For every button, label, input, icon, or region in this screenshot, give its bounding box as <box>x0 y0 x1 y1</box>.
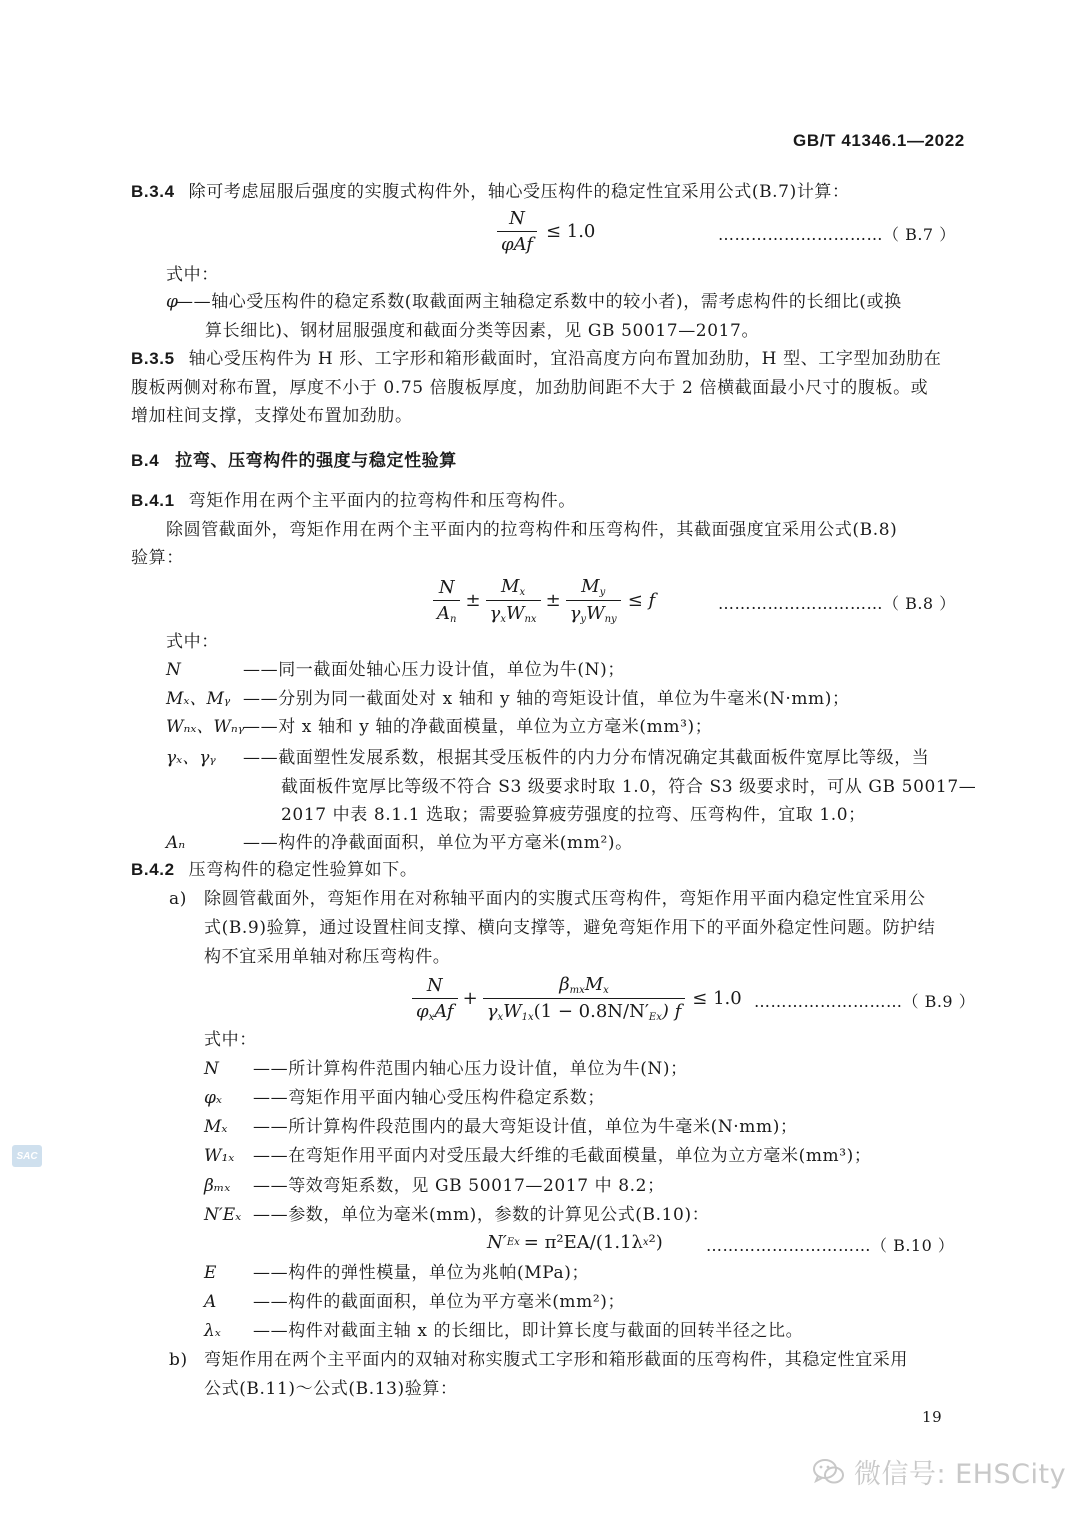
wechat-id: 微信号: EHSCity <box>854 1459 1067 1490</box>
eq8-mx: M <box>501 576 520 597</box>
where-label: 式中： <box>166 265 219 285</box>
def8-symbol-0: N <box>166 660 181 680</box>
clause-b35 <box>131 348 942 370</box>
def9-symbol-4: βₘₓ <box>204 1176 231 1196</box>
eq10-rhs: = π²EA/(1.1λ <box>523 1232 643 1253</box>
item-b-line2: 公式(B.11)～公式(B.13)验算： <box>204 1379 458 1399</box>
def9-text-2: ——所计算构件段范围内的最大弯矩设计值，单位为牛毫米(N·mm)； <box>253 1117 798 1137</box>
item-a-line1: 除圆管截面外，弯矩作用在对称轴平面内的实腹式压弯构件，弯矩作用平面内稳定性宜采用公 <box>204 889 926 909</box>
eq8-a-sub: n <box>450 613 457 625</box>
eq9-beta-sub: mx <box>569 985 585 996</box>
def8-text-1: ——分别为同一截面处对 x 轴和 y 轴的弯矩设计值，单位为牛毫米(N·mm)； <box>243 689 850 709</box>
eq8-pm1: ± <box>465 590 481 611</box>
item-a-line3: 构不宜采用单轴对称压弯构件。 <box>204 947 451 967</box>
equation-number-b8: …………………………（ B.8 ） <box>718 594 956 613</box>
def8-text-5: 2017 中表 8.1.1 选取；需要验算疲劳强度的拉弯、压弯构件，宜取 1.0； <box>281 805 866 825</box>
sac-logo: SAC <box>12 1145 42 1167</box>
section-number: B.4 <box>131 451 160 470</box>
equation-number-b7: …………………………（ B.7 ） <box>718 225 956 244</box>
def9-text-4: ——等效弯矩系数，见 GB 50017—2017 中 8.2； <box>253 1176 665 1196</box>
def10-text-0: ——构件的弹性模量，单位为兆帕(MPa)； <box>253 1263 590 1283</box>
def8-text-2: ——对 x 轴和 y 轴的净截面模量，单位为立方毫米(mm³)； <box>243 717 713 737</box>
def-phi-line2: 算长细比)、钢材屈服强度和截面分类等因素，见 GB 50017—2017。 <box>205 321 760 341</box>
eq8-gx: γ <box>489 603 501 624</box>
item-a-label: a) <box>169 889 187 909</box>
eq9-phi-sub: x <box>428 1011 435 1023</box>
def9-text-1: ——弯矩作用平面内轴心受压构件稳定系数； <box>253 1088 605 1108</box>
eq10-rhs-end: ²) <box>648 1232 663 1253</box>
eq8-wnx-sub: nx <box>524 614 537 625</box>
eq8-my: M <box>581 576 600 597</box>
wechat-watermark <box>812 1452 1066 1491</box>
eq9-n: N <box>426 974 443 996</box>
def8-symbol-2: Wₙₓ、Wₙᵧ <box>166 717 245 737</box>
def10-symbol-1: A <box>204 1292 217 1312</box>
def9-symbol-5: N′Eₓ <box>204 1205 242 1225</box>
def8-text-3: ——截面塑性发展系数，根据其受压板件的内力分布情况确定其截面板件宽厚比等级，当 <box>243 748 930 768</box>
eq7-numerator: N <box>509 208 525 229</box>
item-b-label: b) <box>169 1350 188 1370</box>
clause-number: B.4.2 <box>131 860 175 879</box>
clause-b35-line2: 腹板两侧对称布置，厚度不小于 0.75 倍腹板厚度，加劲肋间距不大于 2 倍横截面最小尺寸的腹板。或 <box>131 378 929 398</box>
def8-text-4: 截面板件宽厚比等级不符合 S3 级要求时取 1.0，符合 S3 级要求时，可从 GB 50017— <box>281 777 977 797</box>
clause-b41-p2: 验算： <box>131 548 184 568</box>
equation-b8 <box>430 576 655 625</box>
clause-b34 <box>131 181 850 203</box>
def-symbol-phi: φ <box>166 292 178 312</box>
eq9-plus: + <box>462 988 478 1009</box>
wechat-icon <box>812 1458 846 1486</box>
clause-b42 <box>131 859 417 881</box>
eq8-relation: ≤ f <box>627 590 656 611</box>
equation-b7 <box>494 208 595 255</box>
where-label: 式中： <box>166 632 219 652</box>
def8-text-0: ——同一截面处轴心压力设计值，单位为牛(N)； <box>243 660 625 680</box>
eq8-gy-sub: y <box>580 614 587 625</box>
equation-number-b9: ………………………（ B.9 ） <box>754 992 976 1011</box>
def10-text-2: ——构件对截面主轴 x 的长细比，即计算长度与截面的回转半径之比。 <box>253 1321 804 1341</box>
eq7-denominator: φAf <box>497 231 537 255</box>
eq10-rhs-sub: x <box>642 1237 649 1248</box>
eq9-gx-sub: x <box>497 1012 504 1023</box>
eq9-mx-sub: x <box>603 985 609 996</box>
eq8-gx-sub: x <box>500 614 506 625</box>
eq8-wnx: W <box>505 603 525 624</box>
eq9-tail: (1 − 0.8N/N′ <box>533 1001 649 1022</box>
eq9-w1x-sub: 1x <box>521 1012 534 1023</box>
eq9-beta: β <box>559 974 570 995</box>
eq8-pm2: ± <box>545 590 561 611</box>
eq8-n: N <box>438 576 455 598</box>
clause-b41-p1: 除圆管截面外，弯矩作用在两个主平面内的拉弯构件和压弯构件，其截面强度宜采用公式(B.8) <box>166 520 898 540</box>
clause-b41 <box>131 490 576 512</box>
def8-symbol-6: Aₙ <box>166 833 186 853</box>
clause-text: 弯矩作用在两个主平面内的拉弯构件和压弯构件。 <box>188 491 576 511</box>
where-label: 式中： <box>204 1030 257 1050</box>
eq9-gx: γ <box>486 1001 498 1022</box>
eq9-w1x: W <box>503 1001 522 1022</box>
eq8-gy: γ <box>569 603 581 624</box>
equation-b9 <box>409 974 742 1023</box>
def9-symbol-0: N <box>204 1059 219 1079</box>
eq9-af: Af <box>434 1000 454 1022</box>
clause-number: B.4.1 <box>131 491 175 510</box>
clause-number: B.3.5 <box>131 349 175 368</box>
def8-text-6: ——构件的净截面面积，单位为平方毫米(mm²)。 <box>243 833 633 853</box>
eq9-relation: ≤ 1.0 <box>692 988 742 1009</box>
equation-b10 <box>487 1232 663 1253</box>
def9-symbol-1: φₓ <box>204 1088 222 1108</box>
clause-text: 除可考虑屈服后强度的实腹式构件外，轴心受压构件的稳定性宜采用公式(B.7)计算： <box>188 182 850 202</box>
eq9-tail-end: ) f <box>661 1001 682 1022</box>
eq10-lhs: N′ <box>487 1232 507 1253</box>
eq9-phi: φ <box>416 1000 429 1022</box>
eq7-relation: ≤ 1.0 <box>545 221 596 242</box>
def9-symbol-3: W₁ₓ <box>204 1146 235 1166</box>
clause-number: B.3.4 <box>131 182 175 201</box>
eq8-a: A <box>437 602 450 624</box>
clause-b35-line3: 增加柱间支撑，支撑处布置加劲肋。 <box>131 406 413 426</box>
standard-code: GB/T 41346.1—2022 <box>793 131 965 150</box>
section-title: 拉弯、压弯构件的强度与稳定性验算 <box>175 451 457 470</box>
clause-text: 压弯构件的稳定性验算如下。 <box>188 860 418 880</box>
def9-symbol-2: Mₓ <box>204 1117 228 1137</box>
item-a-line2: 式(B.9)验算，通过设置柱间支撑、横向支撑等，避免弯矩作用下的平面外稳定性问题。防护结 <box>204 918 936 938</box>
section-heading-b4 <box>131 450 457 472</box>
def9-text-5: ——参数，单位为毫米(mm)，参数的计算见公式(B.10)： <box>253 1205 710 1225</box>
equation-number-b10: …………………………（ B.10 ） <box>706 1236 955 1255</box>
def9-text-0: ——所计算构件范围内轴心压力设计值，单位为牛(N)； <box>253 1059 688 1079</box>
eq8-mx-sub: x <box>519 587 526 598</box>
eq8-wny-sub: ny <box>604 614 617 625</box>
def8-symbol-1: Mₓ、Mᵧ <box>166 689 231 709</box>
page-number: 19 <box>922 1408 943 1426</box>
def8-symbol-3: γₓ、γᵧ <box>166 748 216 768</box>
eq9-tail-sub: Ex <box>648 1012 662 1023</box>
item-b-line1: 弯矩作用在两个主平面内的双轴对称实腹式工字形和箱形截面的压弯构件，其稳定性宜采用 <box>204 1350 908 1370</box>
eq8-my-sub: y <box>599 587 606 598</box>
def9-text-3: ——在弯矩作用平面内对受压最大纤维的毛截面模量，单位为立方毫米(mm³)； <box>253 1146 872 1166</box>
eq10-lhs-sub: Ex <box>506 1237 520 1248</box>
eq9-mx: M <box>584 974 604 995</box>
clause-b35-line1: 轴心受压构件为 H 形、工字形和箱形截面时，宜沿高度方向布置加劲肋，H 型、工字型加劲肋在 <box>188 349 942 369</box>
def-phi-line1: ——轴心受压构件的稳定系数(取截面两主轴稳定系数中的较小者)，需考虑构件的长细比(或换 <box>176 292 902 312</box>
eq8-wny: W <box>586 603 605 624</box>
def10-text-1: ——构件的截面面积，单位为平方毫米(mm²)； <box>253 1292 626 1312</box>
def10-symbol-2: λₓ <box>204 1321 221 1341</box>
def10-symbol-0: E <box>204 1263 217 1283</box>
